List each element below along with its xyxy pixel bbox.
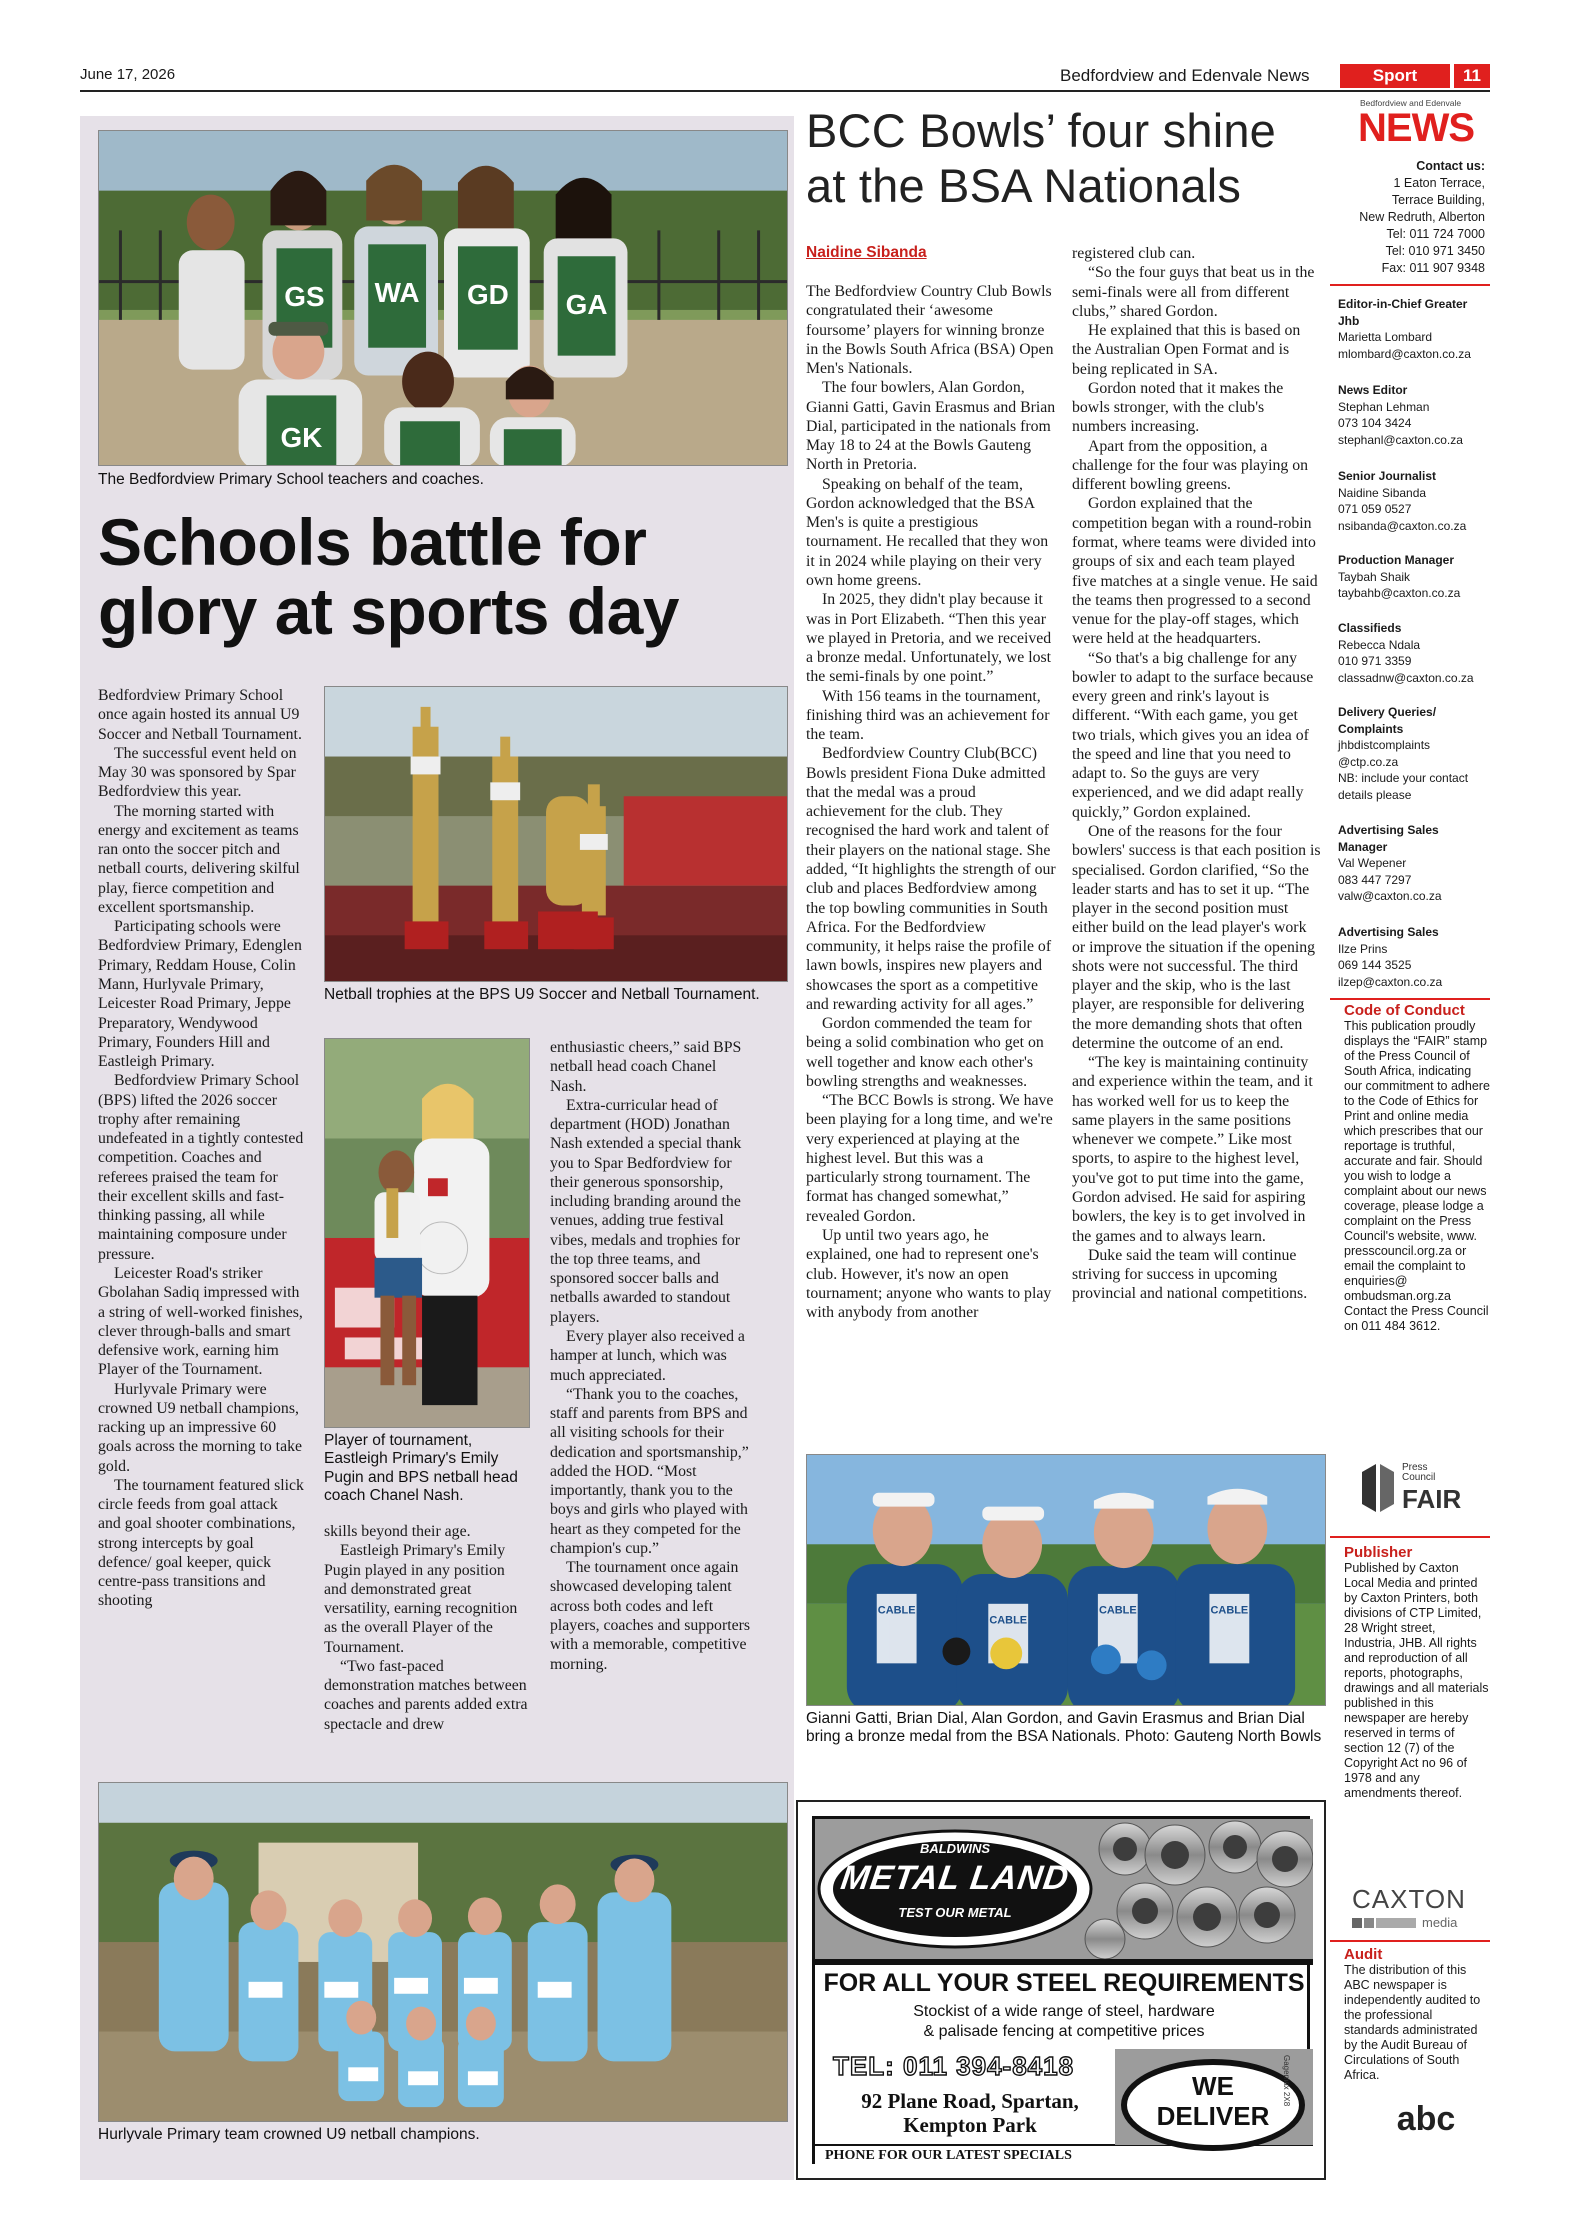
staff-role: Classifieds bbox=[1338, 621, 1402, 635]
bowls-photo-caption: Gianni Gatti, Brian Dial, Alan Gordon, and Gavin Erasmus and Brian Dial bring a bronze medal from the BSA Nationals. Photo: Gauteng North Bowls bbox=[806, 1710, 1322, 1746]
staff-line[interactable]: valw@caxton.co.za bbox=[1338, 889, 1442, 904]
header-rule bbox=[80, 90, 1490, 92]
staff-line: Rebecca Ndala bbox=[1338, 637, 1421, 652]
sidebar-rule bbox=[1330, 998, 1490, 1000]
bib-gd: GD bbox=[466, 279, 509, 310]
paragraph: The morning started with energy and excitement as teams ran onto the soccer pitch and netball courts, delivering skilful play, fierce competition and excellent sportsmanship. bbox=[98, 802, 300, 916]
staff-line: Stephan Lehman bbox=[1338, 399, 1430, 414]
section-tab: Sport bbox=[1340, 64, 1450, 88]
paragraph: Duke said the team will continue striving for success in upcoming provincial and national competitions. bbox=[1072, 1246, 1308, 1303]
ad-code: Gagemax 2X8 bbox=[1282, 2055, 1291, 2107]
staff-role: Senior Journalist bbox=[1338, 469, 1437, 483]
paragraph: “The BCC Bowls is strong. We have been playing for a long time, and we're very experienced at playing at the highest level. But this was a particularly strong tournament. The format has changed somewhat,” revealed Gordon. bbox=[806, 1092, 1054, 1225]
staff-delivery-queries bbox=[1338, 704, 1490, 803]
staff-role: Delivery Queries/ Complaints bbox=[1338, 705, 1437, 736]
staff-line[interactable]: nsibanda@caxton.co.za bbox=[1338, 518, 1467, 533]
paragraph: Gordon explained that the competition began with a round-robin format, where teams were divided into groups of six and each team played five matches at a single venue. He said the teams then progressed to a second venue for the play-off stages, which were held at the headquarters. bbox=[1072, 495, 1318, 648]
press-council-fair-logo bbox=[1358, 1458, 1478, 1518]
staff-line[interactable]: jhbdistcomplaints bbox=[1338, 738, 1431, 753]
masthead-small-text: Bedfordview and Edenvale bbox=[1360, 98, 1462, 108]
paragraph: “The key is maintaining continuity and experience within the team, and it has worked well for us to keep the same players in the same positions whenever we compete.” Like most sports, to aspire to the highest level, you've got to put time into the game, Gordon advised. He said for aspiring bowlers, the key is to get involved in the games and to always learn. bbox=[1072, 1054, 1313, 1245]
staff-line[interactable]: ilzep@caxton.co.za bbox=[1338, 974, 1443, 989]
staff-line: 010 971 3359 bbox=[1338, 654, 1412, 669]
paragraph: Gordon noted that it makes the bowls stronger, with the club's numbers increasing. bbox=[1072, 379, 1284, 436]
sidebar-rule bbox=[1330, 1536, 1490, 1538]
paragraph: “So that's a big challenge for any bowler to adapt to the surface because every green and rink's layout is different. “With each game, you get two trials, which gives you an idea of the speed and line that you need to adapt to. So the guys are very experienced, and we did adapt really quickly,” Gordon explained. bbox=[1072, 649, 1314, 821]
paragraph: The four bowlers, Alan Gordon, Gianni Gatti, Gavin Erasmus and Brian Dial, participated in the nationals from May 18 to 24 at the Bowls Gauteng North in Pretoria. bbox=[806, 379, 1056, 474]
staff-line: NB: include your contact details please bbox=[1338, 771, 1469, 802]
caxton-word: CAXTON bbox=[1352, 1884, 1466, 1914]
paragraph: Apart from the opposition, a challenge for the four was playing on different bowling greens. bbox=[1072, 437, 1308, 494]
paragraph: Speaking on behalf of the team, Gordon acknowledged that the BSA Men's is quite a prestigious tournament. He recalled that they won it in 2024 while playing on their very own home greens. bbox=[806, 475, 1049, 589]
staff-editor-in-chief bbox=[1338, 296, 1490, 362]
paragraph: Participating schools were Bedfordview Primary, Edenglen Primary, Reddam House, Colin Mann, Hurlyvale Primary, Leicester Road Primary, Jeppe Preparatory, Wendywood Primary, Founders Hill and Eastleigh Primary. bbox=[98, 918, 302, 1071]
shirt-text: CABLE bbox=[989, 1614, 1028, 1627]
ad-footer: PHONE FOR OUR LATEST SPECIALS bbox=[825, 2148, 1072, 2163]
trophies-photo bbox=[324, 686, 788, 982]
paragraph: The Bedfordview Country Club Bowls congratulated their ‘awesome foursome’ players for winning bronze in the Bowls South Africa (BSA) Open Men's Nationals. bbox=[806, 283, 1054, 378]
staff-ad-sales-manager bbox=[1338, 822, 1490, 905]
paragraph: Gordon commended the team for being a solid combination who get on well together and know each other's bowling strengths and weaknesses. bbox=[806, 1015, 1044, 1090]
contact-title: Contact us: bbox=[1416, 159, 1485, 173]
caxton-bar bbox=[1352, 1915, 1482, 1931]
staff-line: Taybah Shaik bbox=[1338, 569, 1411, 584]
staff-line: 069 144 3525 bbox=[1338, 958, 1412, 973]
ad-deliver-line1: WE bbox=[1192, 2071, 1234, 2101]
ad-telephone[interactable]: TEL: 011 394-8418 bbox=[833, 2051, 1075, 2081]
schools-col3 bbox=[550, 1038, 756, 1674]
paragraph: Extra-curricular head of department (HOD) Jonathan Nash extended a special thank you to Spar Bedfordview for their generous sponsorship, including branding around the venues, adding true festival vibes, medals and trophies for the top three teams, and sponsored soccer balls and netballs awarded to standout players. bbox=[550, 1096, 742, 1326]
fair-word: FAIR bbox=[1402, 1484, 1462, 1514]
advert-frame bbox=[812, 1816, 1310, 2164]
contact-line: New Redruth, Alberton bbox=[1359, 210, 1485, 224]
caxton-logo bbox=[1352, 1884, 1482, 1931]
ad-brand-top: BALDWINS bbox=[919, 1841, 991, 1856]
bowls-headline: BCC Bowls’ four shine at the BSA Nationals bbox=[806, 104, 1277, 212]
publisher-title: Publisher bbox=[1344, 1544, 1413, 1561]
staff-role: Advertising Sales Manager bbox=[1338, 823, 1439, 854]
staff-line: Marietta Lombard bbox=[1338, 330, 1433, 345]
staff-news-editor bbox=[1338, 382, 1490, 448]
trophies-photo-caption: Netball trophies at the BPS U9 Soccer and Netball Tournament. bbox=[324, 986, 760, 1003]
code-of-conduct-title: Code of Conduct bbox=[1344, 1002, 1465, 1019]
schools-col2 bbox=[324, 1522, 530, 1734]
ad-sub1: Stockist of a wide range of steel, hardware bbox=[913, 2003, 1215, 2020]
paragraph: Up until two years ago, he explained, one had to represent one's club. However, it's now an open tournament; anyone who wants to play with anybody from another bbox=[806, 1227, 1052, 1322]
publisher-block bbox=[1344, 1544, 1490, 1801]
code-of-conduct-body: This publication proudly displays the “FAIR” stamp of the Press Council of South Africa, indicating our commitment to adhere to the Code of Ethics for Print and online media which prescribes that our reportage is truthful, accurate and fair. Should you wish to lodge a complaint about our news coverage, please lodge a complaint on the Press Council's website, www. presscouncil.org.za or email the complaint to enquiries@ ombudsman.org.za Contact the Press Council on 011 484 3612. bbox=[1344, 1019, 1490, 1333]
staff-line[interactable]: taybahb@caxton.co.za bbox=[1338, 586, 1461, 601]
staff-classifieds bbox=[1338, 620, 1490, 686]
staff-role: Advertising Sales bbox=[1338, 925, 1439, 939]
staff-line[interactable]: classadnw@caxton.co.za bbox=[1338, 670, 1474, 685]
paragraph: Every player also received a hamper at lunch, which was much appreciated. bbox=[550, 1327, 745, 1384]
paragraph: Eastleigh Primary's Emily Pugin played in any position and demonstrated great versatility, earning recognition as the overall Player of the Tournament. bbox=[324, 1542, 518, 1656]
paragraph: “So the four guys that beat us in the semi-finals were all from different clubs,” shared Gordon. bbox=[1072, 264, 1315, 320]
staff-line: Naidine Sibanda bbox=[1338, 485, 1427, 500]
staff-role: Editor-in-Chief Greater Jhb bbox=[1338, 297, 1468, 328]
paragraph: Hurlyvale Primary were crowned U9 netball champions, racking up an impressive 60 goals across the morning to take gold. bbox=[98, 1380, 302, 1475]
staff-ad-sales bbox=[1338, 924, 1490, 990]
bib-wa: WA bbox=[374, 277, 420, 308]
teachers-photo-caption: The Bedfordview Primary School teachers and coaches. bbox=[98, 471, 484, 488]
contact-line: Fax: 011 907 9348 bbox=[1381, 261, 1485, 275]
paragraph: Leicester Road's striker Gbolahan Sadiq impressed with a string of well-worked finishes, clever through-balls and smart defensive work, earning him Player of the Tournament. bbox=[98, 1264, 303, 1379]
ad-tagline: TEST OUR METAL bbox=[898, 1905, 1012, 1920]
shirt-text: CABLE bbox=[877, 1604, 916, 1617]
player-photo-caption: Player of tournament, Eastleigh Primary's Emily Pugin and BPS netball head coach Chanel Nash. bbox=[324, 1432, 518, 1504]
abc-logo: abc bbox=[1396, 2100, 1456, 2138]
paragraph: enthusiastic cheers,” said BPS netball head coach Chanel Nash. bbox=[550, 1039, 742, 1095]
contact-line: Tel: 011 724 7000 bbox=[1386, 227, 1485, 241]
masthead-logo: NEWS bbox=[1358, 106, 1474, 150]
paragraph: “Two fast-paced demonstration matches between coaches and parents added extra spectacle and drew bbox=[324, 1657, 528, 1733]
ad-address-line1: 92 Plane Road, Spartan, bbox=[861, 2089, 1079, 2113]
ad-brand: METAL LAND bbox=[838, 1859, 1072, 1897]
paragraph: One of the reasons for the four bowlers' success is that each position is specialised. Gordon clarified, “So the leader starts and has to set it up. “The player in the second position must either build on the lead player's work or improve the situation if the opening shots were not successful. The third player and the skip, who is the last player, are responsible for delivering the more demanding shots that often determine the outcome of an end. bbox=[1072, 822, 1321, 1052]
metal-land-advert[interactable] bbox=[796, 1800, 1326, 2180]
staff-line[interactable]: stephanl@caxton.co.za bbox=[1338, 432, 1463, 447]
paragraph: In 2025, they didn't play because it was in Port Elizabeth. “Then this year we played in Pretoria, and we received a bronze medal. Unfortunately, we lost the semi-finals by one point.” bbox=[806, 591, 1052, 686]
staff-role: Production Manager bbox=[1338, 553, 1455, 567]
staff-line: 071 059 0527 bbox=[1338, 502, 1412, 517]
staff-line[interactable]: mlombard@caxton.co.za bbox=[1338, 346, 1471, 361]
paragraph: “Thank you to the coaches, staff and parents from BPS and all visiting schools for their dedication and sportsmanship,” added the HOD. “Most importantly, thank you to the boys and girls who played with heart as they competed for the champion's cup.” bbox=[550, 1385, 749, 1557]
contact-line: Tel: 010 971 3450 bbox=[1385, 244, 1485, 258]
bowls-team-photo bbox=[806, 1454, 1326, 1706]
fair-press: Press bbox=[1402, 1462, 1428, 1473]
paragraph: skills beyond their age. bbox=[324, 1523, 471, 1540]
schools-headline: Schools battle for glory at sports day bbox=[98, 505, 679, 649]
publisher-body: Published by Caxton Local Media and printed by Caxton Printers, both divisions of CTP Limited, 28 Wright street, Industria, JHB. All rights and reproduction of all reports, photographs, drawings and all materials published in this newspaper are hereby reserved in terms of section 12 (7) of the Copyright Act no 96 of 1978 and any amendments thereof. bbox=[1344, 1561, 1489, 1800]
player-of-tournament-photo bbox=[324, 1038, 530, 1428]
staff-line[interactable]: @ctp.co.za bbox=[1338, 754, 1399, 769]
ad-headline: FOR ALL YOUR STEEL REQUIREMENTS bbox=[823, 1969, 1305, 1997]
paragraph: With 156 teams in the tournament, finishing third was an achievement for the team. bbox=[806, 687, 1050, 744]
schools-col1 bbox=[98, 686, 304, 1611]
sidebar-rule bbox=[1330, 284, 1490, 286]
staff-senior-journalist bbox=[1338, 468, 1490, 534]
bib-gk: GK bbox=[280, 422, 323, 454]
bib-ga: GA bbox=[565, 288, 608, 320]
ad-deliver-line2: DELIVER bbox=[1156, 2101, 1270, 2131]
bowls-col2 bbox=[1072, 244, 1322, 1304]
hurlyvale-photo-caption: Hurlyvale Primary team crowned U9 netball champions. bbox=[98, 2126, 480, 2143]
sidebar-rule bbox=[1330, 1940, 1490, 1942]
bib-gs: GS bbox=[284, 280, 325, 312]
fair-council: Council bbox=[1402, 1472, 1436, 1483]
hurlyvale-team-photo bbox=[98, 1782, 788, 2122]
staff-production-manager bbox=[1338, 552, 1490, 602]
paragraph: Bedfordview Primary School (BPS) lifted the 2026 soccer trophy after remaining undefeated in a tightly contested competition. Coaches and referees praised the team for their excellent skills and fast-thinking passing, all while maintaining composure under pressure. bbox=[98, 1072, 304, 1263]
paragraph: Bedfordview Country Club(BCC) Bowls president Fiona Duke admitted that the medal was a proud achievement for the club. They recognised the hard work and talent of their players on the national stage. She added, “It highlights the strength of our club and places Bedfordview among the top bowling communities in South Africa. For the Bedfordview community, it helps raise the profile of lawn bowls, inspires new players and showcases the sport as a competitive and rewarding activity for all ages.” bbox=[806, 745, 1056, 1013]
teachers-photo bbox=[98, 130, 788, 466]
paper-name: Bedfordview and Edenvale News bbox=[1060, 66, 1310, 85]
paragraph: He explained that this is based on the Australian Open Format and is being replicated in SA. bbox=[1072, 322, 1301, 378]
paragraph: The tournament featured slick circle feeds from goal attack and goal shooter combinations, strong intercepts by goal defence/ goal keeper, quick centre-pass transitions and shooting bbox=[98, 1476, 304, 1610]
staff-line: 083 447 7297 bbox=[1338, 872, 1412, 887]
paragraph: The successful event held on May 30 was sponsored by Spar Bedfordview this year. bbox=[98, 744, 297, 801]
ad-sub2: & palisade fencing at competitive prices bbox=[923, 2023, 1205, 2040]
bowls-col1 bbox=[806, 282, 1056, 1322]
audit-title: Audit bbox=[1344, 1946, 1383, 1963]
audit-block bbox=[1344, 1946, 1490, 2083]
contact-line: Terrace Building, bbox=[1391, 193, 1485, 207]
page-number: 11 bbox=[1454, 64, 1490, 88]
staff-line: Val Wepener bbox=[1338, 856, 1407, 871]
contact-line: 1 Eaton Terrace, bbox=[1393, 176, 1485, 190]
ad-address-line2: Kempton Park bbox=[903, 2113, 1037, 2137]
staff-line: 073 104 3424 bbox=[1338, 416, 1412, 431]
caxton-sub: media bbox=[1422, 1915, 1458, 1930]
staff-line: Ilze Prins bbox=[1338, 941, 1388, 956]
staff-role: News Editor bbox=[1338, 383, 1408, 397]
page-date: June 17, 2026 bbox=[80, 66, 176, 83]
byline[interactable]: Naidine Sibanda bbox=[806, 244, 927, 261]
paragraph: Bedfordview Primary School once again hosted its annual U9 Soccer and Netball Tournament. bbox=[98, 687, 302, 743]
code-of-conduct-block bbox=[1344, 1002, 1490, 1334]
paragraph: registered club can. bbox=[1072, 245, 1196, 262]
contact-block bbox=[1330, 158, 1485, 277]
shirt-text: CABLE bbox=[1210, 1604, 1249, 1617]
paragraph: The tournament once again showcased developing talent across both codes and left players, coaches and supporters with a memorable, competitive morning. bbox=[550, 1559, 751, 1673]
audit-body: The distribution of this ABC newspaper is independently audited to the professional standards administrated by the Audit Bureau of Circulations of South Africa. bbox=[1344, 1963, 1481, 2082]
shirt-text: CABLE bbox=[1098, 1604, 1137, 1617]
